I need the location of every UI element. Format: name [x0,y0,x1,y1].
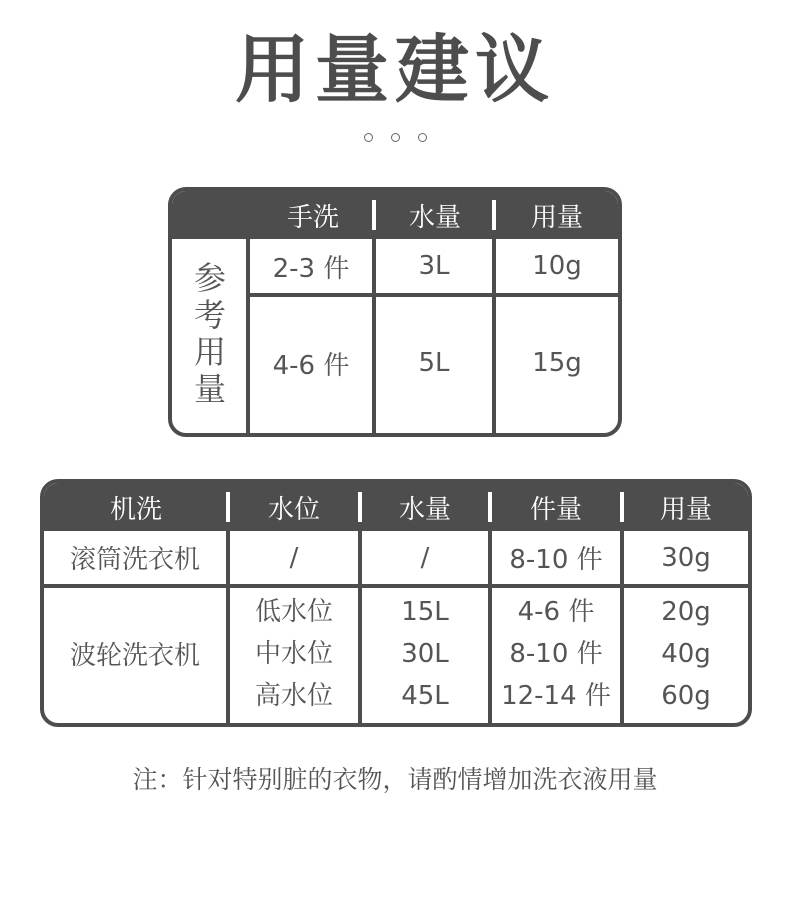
header-cell: 机洗 [109,494,162,525]
table-cell: 5L [418,348,450,378]
table-cell: 30g [661,542,711,573]
table-cell: / [289,542,299,573]
side-label: 参 考 用 量 [193,259,226,408]
dot-icon [391,133,400,142]
page-title: 用量建议 [235,27,555,113]
table-cell: 波轮洗衣机 [69,641,200,671]
decorative-dots [0,133,790,142]
machine-dosage-table [40,479,752,727]
table-cell: / [420,542,430,573]
dosage-cell: 20g 40g 60g [661,596,711,711]
table-cell: 10g [532,251,582,281]
item-count-cell: 4-6 件 8-10 件 12-14 件 [501,596,611,711]
table-cell: 15g [532,348,582,378]
header-cell: 件量 [529,494,582,525]
table-cell: 4-6 件 [272,350,350,381]
table-cell: 滚筒洗衣机 [69,545,200,575]
reference-dosage-table [168,187,622,437]
footnote: 注：针对特别脏的衣物，请酌情增加洗衣液用量 [132,765,658,794]
table-cell: 3L [418,251,450,281]
header-cell: 用量 [659,494,712,525]
dot-icon [364,133,373,142]
header-cell: 用量 [530,202,583,233]
header-cell: 手洗 [286,202,339,233]
header-cell: 水量 [398,494,451,525]
header-cell: 水位 [267,494,320,525]
water-level-cell: 低水位 中水位 高水位 [254,596,333,711]
header-cell: 水量 [408,202,461,233]
water-volume-cell: 15L 30L 45L [401,596,449,711]
table-cell: 8-10 件 [509,545,603,575]
table-cell: 2-3 件 [272,253,350,284]
dot-icon [418,133,427,142]
